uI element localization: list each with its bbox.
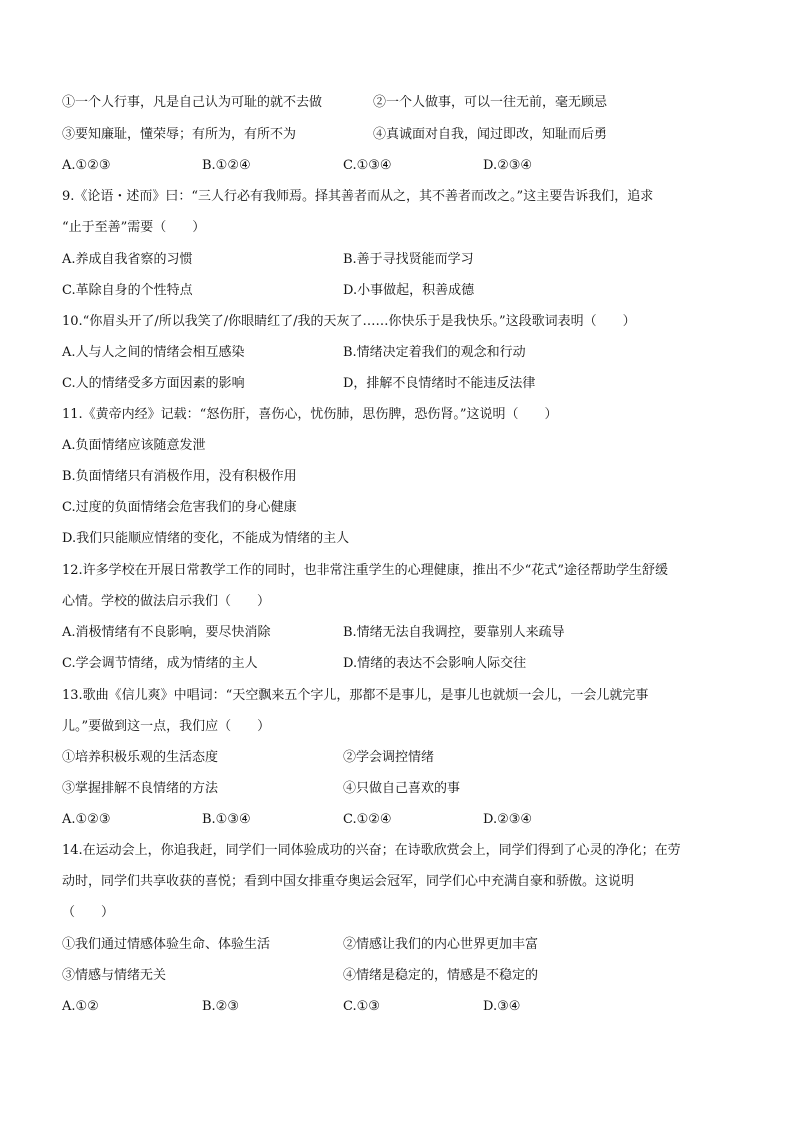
q13-item-3: ③掌握排解不良情绪的方法 (62, 781, 219, 796)
q11-option-b: B.负面情绪只有消极作用，没有积极作用 (62, 469, 297, 484)
q12-stem-line-1: 12.许多学校在开展日常教学工作的同时，也非常注重学生的心理健康，推出不少“花式”途径帮助学生舒缓 (62, 563, 668, 578)
q9-option-c: C.革除自身的个性特点 (62, 283, 193, 298)
q13-stem-line-2: 儿。”要做到这一点，我们应（ ） (62, 719, 271, 734)
q8-option-b: B.①②④ (202, 158, 251, 173)
q11-option-d: D.我们只能顺应情绪的变化，不能成为情绪的主人 (62, 531, 350, 546)
q8-option-c: C.①③④ (343, 158, 392, 173)
q9-option-b: B.善于寻找贤能而学习 (343, 252, 474, 267)
q14-option-b: B.②③ (202, 999, 239, 1014)
q14-stem-line-3: （ ） (62, 905, 115, 920)
q14-option-d: D.③④ (483, 999, 521, 1014)
q8-option-a: A.①②③ (62, 158, 111, 173)
q12-option-c: C.学会调节情绪，成为情绪的主人 (62, 656, 258, 671)
q10-option-b: B.情绪决定着我们的观念和行动 (343, 345, 526, 360)
q14-item-1: ①我们通过情感体验生命、体验生活 (62, 937, 271, 952)
q8-option-d: D.②③④ (483, 158, 533, 173)
q10-option-d: D，排解不良情绪时不能违反法律 (343, 376, 536, 391)
q14-item-2: ②情感让我们的内心世界更加丰富 (343, 937, 539, 952)
q9-stem-line-1: 9.《论语・述而》曰：“三人行必有我师焉。择其善者而从之，其不善者而改之。”这主要告诉我们，追求 (62, 189, 654, 204)
q8-item-3: ③要知廉耻，懂荣辱；有所为，有所不为 (62, 127, 297, 142)
q11-option-a: A.负面情绪应该随意发泄 (62, 438, 206, 453)
q9-stem-line-2: “止于至善”需要（ ） (62, 220, 206, 235)
q12-stem-line-2: 心情。学校的做法启示我们（ ） (62, 594, 271, 609)
q14-option-a: A.①② (62, 999, 99, 1014)
q10-option-c: C.人的情绪受多方面因素的影响 (62, 376, 245, 391)
q8-item-1: ①一个人行事，凡是自己认为可耻的就不去做 (62, 95, 323, 110)
q14-option-c: C.①③ (343, 999, 380, 1014)
q8-item-4: ④真诚面对自我，闻过即改，知耻而后勇 (373, 127, 608, 142)
q13-item-1: ①培养积极乐观的生活态度 (62, 750, 219, 765)
q13-option-b: B.①③④ (202, 812, 251, 827)
q13-option-c: C.①②④ (343, 812, 392, 827)
q13-item-4: ④只做自己喜欢的事 (343, 781, 461, 796)
q9-option-a: A.养成自我省察的习惯 (62, 252, 193, 267)
q11-option-c: C.过度的负面情绪会危害我们的身心健康 (62, 500, 297, 515)
q9-option-d: D.小事做起，积善成德 (343, 283, 475, 298)
q12-option-a: A.消极情绪有不良影响，要尽快消除 (62, 625, 271, 640)
q10-stem: 10.“你眉头开了/所以我笑了/你眼睛红了/我的天灰了……你快乐于是我快乐。”这段歌词表明（ ） (62, 314, 636, 329)
q14-stem-line-2: 动时，同学们共享收获的喜悦；看到中国女排重夺奥运会冠军，同学们心中充满自豪和骄傲。这说明 (62, 874, 635, 889)
q13-option-d: D.②③④ (483, 812, 533, 827)
q13-item-2: ②学会调控情绪 (343, 750, 435, 765)
q11-stem: 11.《黄帝内经》记载：“怒伤肝，喜伤心，忧伤肺，思伤脾，恐伤肾。”这说明（ ） (62, 407, 558, 422)
q14-item-4: ④情绪是稳定的，情感是不稳定的 (343, 968, 539, 983)
q13-stem-line-1: 13.歌曲《信儿爽》中唱词：“天空飘来五个字儿，那都不是事儿，是事儿也就烦一会儿，一会儿就完事 (62, 688, 649, 703)
q14-item-3: ③情感与情绪无关 (62, 968, 167, 983)
q12-option-d: D.情绪的表达不会影响人际交往 (343, 656, 527, 671)
q10-option-a: A.人与人之间的情绪会相互感染 (62, 345, 245, 360)
q8-item-2: ②一个人做事，可以一往无前，毫无顾忌 (373, 95, 608, 110)
q13-option-a: A.①②③ (62, 812, 111, 827)
q14-stem-line-1: 14.在运动会上，你追我赶，同学们一同体验成功的兴奋；在诗歌欣赏会上，同学们得到了心灵的净化；在劳 (62, 843, 681, 858)
q12-option-b: B.情绪无法自我调控，要靠别人来疏导 (343, 625, 565, 640)
